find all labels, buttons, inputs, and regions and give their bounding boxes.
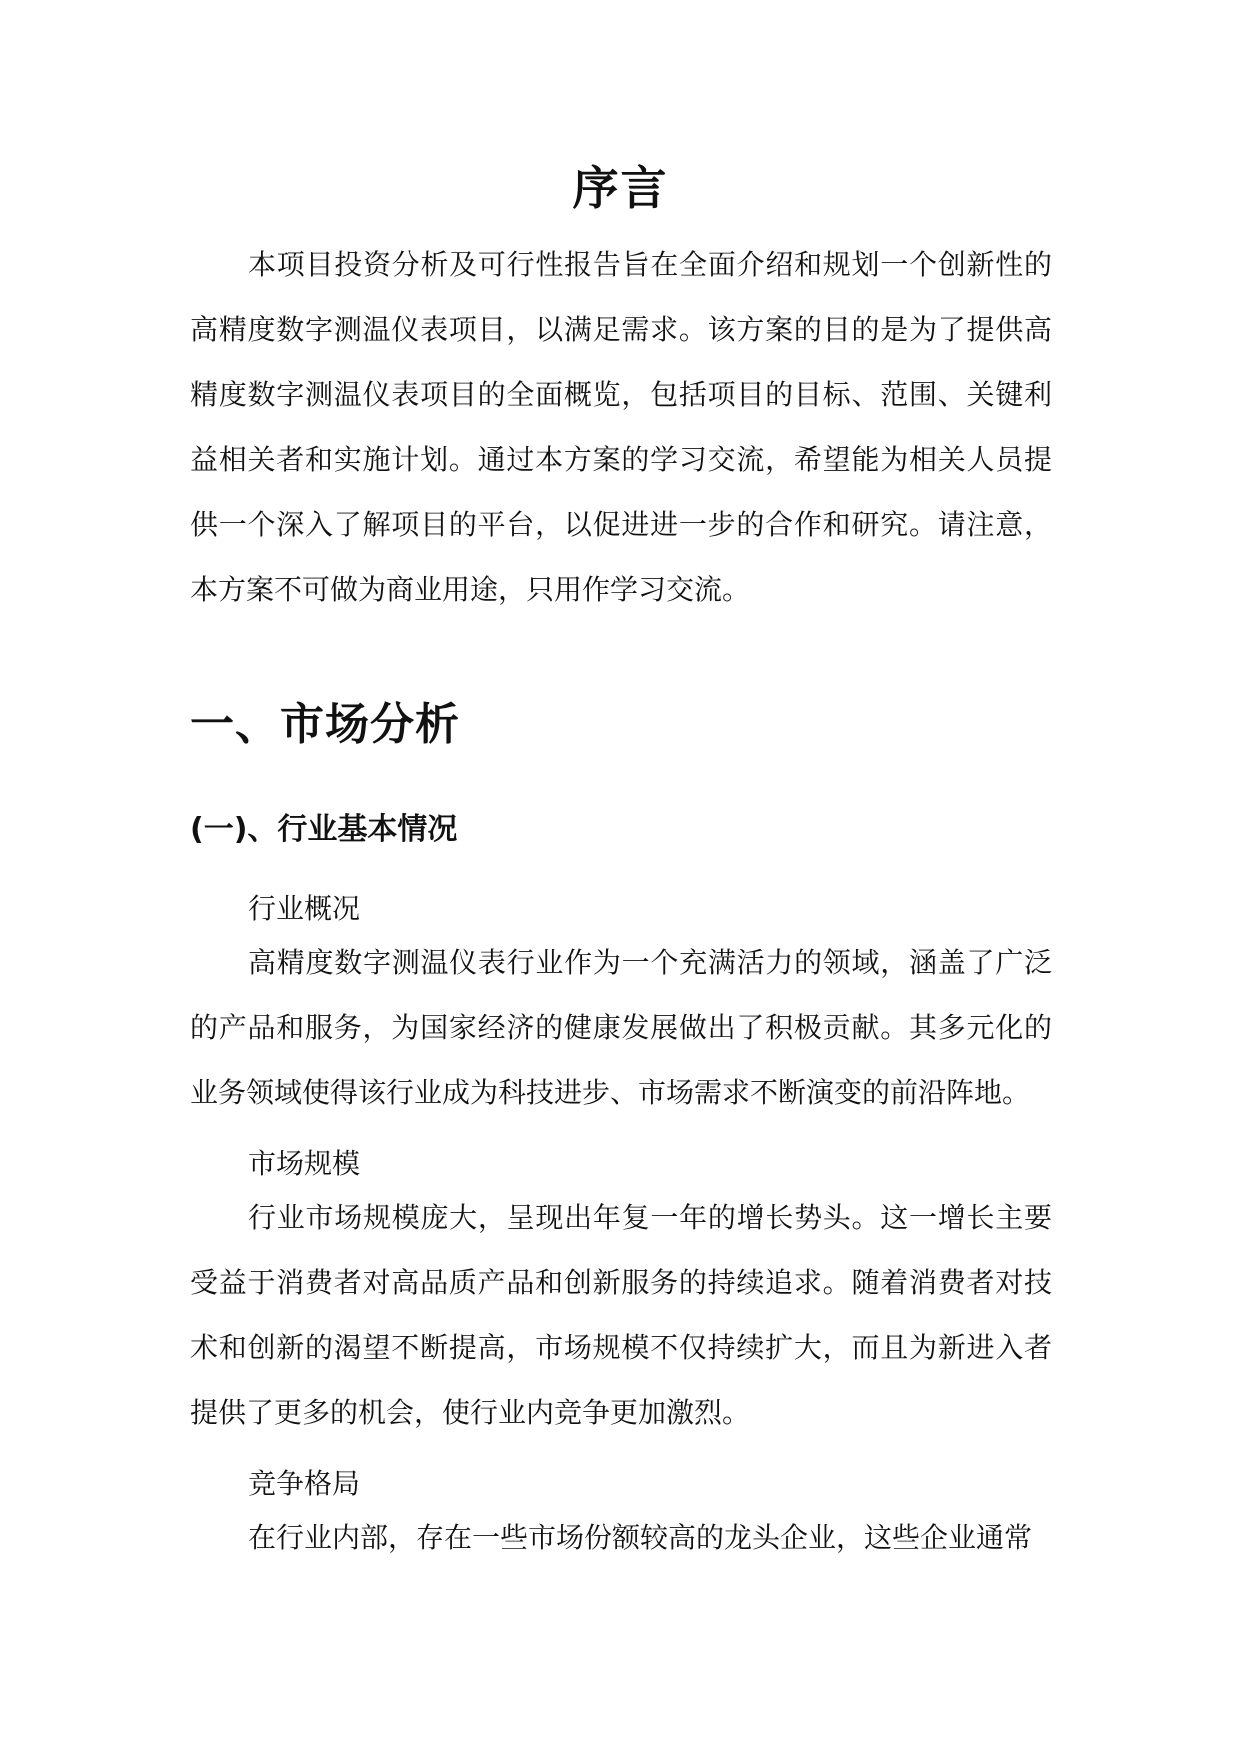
section-heading: 一、市场分析 (190, 699, 460, 750)
preface-paragraph: 本项目投资分析及可行性报告旨在全面介绍和规划一个创新性的高精度数字测温仪表项目，以满足需求。该方案的目的是为了提供高精度数字测温仪表项目的全面概览，包括项目的目标、范围、关键利益相关者和实施计划。通过本方案的学习交流，希望能为相关人员提供一个深入了解项目的平台，以促进进一步的合作和研究。请注意，本方案不可做为商业用途，只用作学习交流。 (190, 248, 1052, 606)
subsection-heading: (一)、行业基本情况 (190, 812, 458, 847)
topic-label-competition: 竞争格局 (248, 1467, 361, 1500)
topic-label-market-size: 市场规模 (248, 1147, 361, 1180)
page-title: 序言 (572, 161, 669, 215)
topic-label-industry-overview: 行业概况 (248, 892, 361, 925)
topic-paragraph-market-size: 行业市场规模庞大，呈现出年复一年的增长势头。这一增长主要受益于消费者对高品质产品和创新服务的持续追求。随着消费者对技术和创新的渴望不断提高，市场规模不仅持续扩大，而且为新进入者提供了更多的机会，使行业内竞争更加激烈。 (190, 1201, 1052, 1429)
topic-paragraph-competition: 在行业内部，存在一些市场份额较高的龙头企业，这些企业通常 (248, 1521, 1033, 1554)
topic-paragraph-industry-overview: 高精度数字测温仪表行业作为一个充满活力的领域，涵盖了广泛的产品和服务，为国家经济的健康发展做出了积极贡献。其多元化的业务领域使得该行业成为科技进步、市场需求不断演变的前沿阵地。 (190, 946, 1052, 1109)
